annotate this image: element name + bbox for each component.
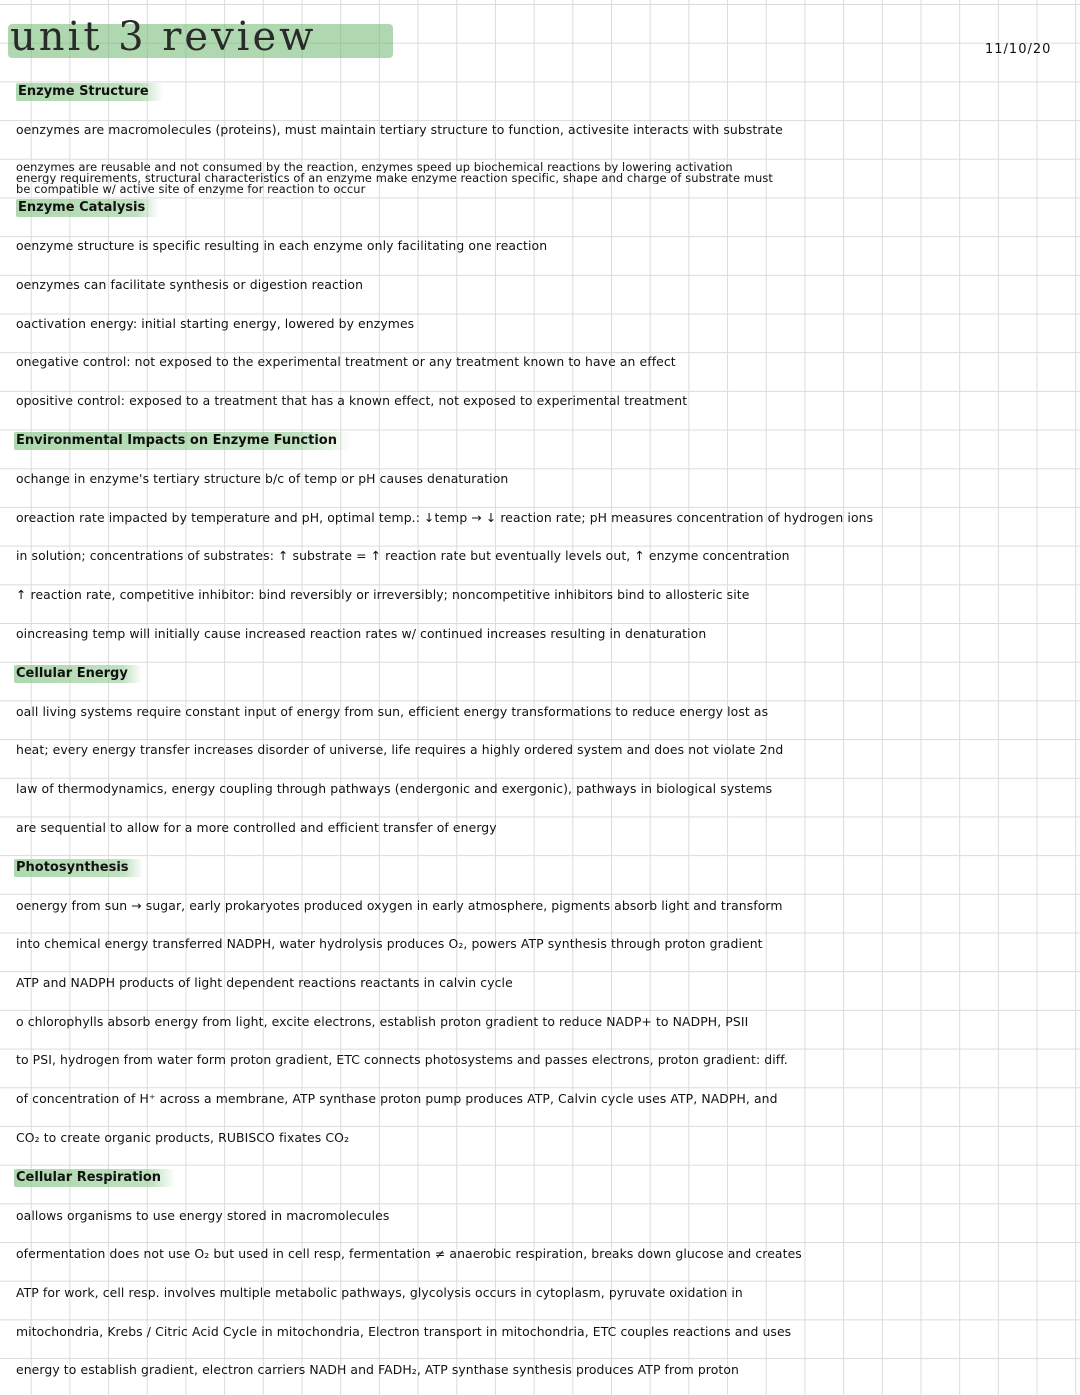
note-line: ATP for work, cell resp. involves multiple metabolic pathways, glycolysis occurs in cytoplasm, pyruvate oxidation in — [16, 1285, 743, 1300]
note-line: energy requirements, structural characteristics of an enzyme make enzyme reaction specific, shape and charge of substrate must — [16, 173, 773, 184]
note-line: opositive control: exposed to a treatment that has a known effect, not exposed to experimental treatment — [16, 393, 688, 408]
note-line: be compatible w/ active site of enzyme for reaction to occur — [16, 184, 366, 195]
note-line: heat; every energy transfer increases disorder of universe, life requires a highly ordered system and does not violate 2nd — [16, 742, 784, 757]
note-line: oreaction rate impacted by temperature and pH, optimal temp.: ↓temp → ↓ reaction rate; pH measures concentration of hydrogen ions — [16, 510, 874, 525]
section-heading-enzyme-catalysis: Enzyme Catalysis — [16, 199, 159, 217]
note-line: energy to establish gradient, electron carriers NADH and FADH₂, ATP synthase synthesis produces ATP from proton — [16, 1362, 739, 1377]
note-line: law of thermodynamics, energy coupling through pathways (endergonic and exergonic), pathways in biological systems — [16, 781, 773, 796]
note-line: oincreasing temp will initially cause increased reaction rates w/ continued increases resulting in denaturation — [16, 626, 707, 641]
note-line: ofermentation does not use O₂ but used in cell resp, fermentation ≠ anaerobic respiration, breaks down glucose and creates — [16, 1246, 802, 1261]
note-line: oactivation energy: initial starting energy, lowered by enzymes — [16, 316, 415, 331]
note-line: mitochondria, Krebs / Citric Acid Cycle in mitochondria, Electron transport in mitochondria, ETC couples reactions and uses — [16, 1324, 792, 1339]
section-heading-cellular-respiration: Cellular Respiration — [14, 1169, 175, 1187]
note-line: to PSI, hydrogen from water form proton gradient, ETC connects photosystems and passes electrons, proton gradient: diff. — [16, 1052, 788, 1067]
note-line: oenzymes are reusable and not consumed by the reaction, enzymes speed up biochemical reactions by lowering activation — [16, 162, 733, 173]
note-line: ATP and NADPH products of light dependent reactions reactants in calvin cycle — [16, 975, 513, 990]
note-line: ochange in enzyme's tertiary structure b/c of temp or pH causes denaturation — [16, 471, 509, 486]
note-line: onegative control: not exposed to the experimental treatment or any treatment known to have an effect — [16, 354, 676, 369]
section-heading-photosynthesis: Photosynthesis — [14, 859, 143, 877]
note-line: oallows organisms to use energy stored in macromolecules — [16, 1208, 390, 1223]
note-line: ↑ reaction rate, competitive inhibitor: bind reversibly or irreversibly; noncompetitive inhibitors bind to allosteric site — [16, 587, 750, 602]
section-heading-cellular-energy: Cellular Energy — [14, 665, 142, 683]
section-heading-enzyme-structure: Enzyme Structure — [16, 83, 163, 101]
note-line: oenzymes are macromolecules (proteins), must maintain tertiary structure to function, activesite interacts with substrate — [16, 122, 783, 137]
page-title: unit 3 review — [10, 14, 317, 60]
note-line: o chlorophylls absorb energy from light, excite electrons, establish proton gradient to reduce NADP+ to NADPH, PSII — [16, 1014, 749, 1029]
section-heading-environmental-impacts: Environmental Impacts on Enzyme Function — [14, 432, 351, 450]
note-line: in solution; concentrations of substrates: ↑ substrate = ↑ reaction rate but eventually levels out, ↑ enzyme concentration — [16, 548, 790, 563]
note-line: are sequential to allow for a more controlled and efficient transfer of energy — [16, 820, 497, 835]
note-line: CO₂ to create organic products, RUBISCO fixates CO₂ — [16, 1130, 350, 1145]
note-line: oenzyme structure is specific resulting in each enzyme only facilitating one reaction — [16, 238, 548, 253]
note-line: of concentration of H⁺ across a membrane, ATP synthase proton pump produces ATP, Calvin cycle uses ATP, NADPH, and — [16, 1091, 778, 1106]
date-label: 11/10/20 — [985, 42, 1052, 57]
note-line: oall living systems require constant input of energy from sun, efficient energy transformations to reduce energy lost as — [16, 704, 769, 719]
note-line: oenzymes can facilitate synthesis or digestion reaction — [16, 277, 364, 292]
note-line: oenergy from sun → sugar, early prokaryotes produced oxygen in early atmosphere, pigments absorb light and transform — [16, 898, 783, 913]
note-line: into chemical energy transferred NADPH, water hydrolysis produces O₂, powers ATP synthesis through proton gradient — [16, 936, 763, 951]
